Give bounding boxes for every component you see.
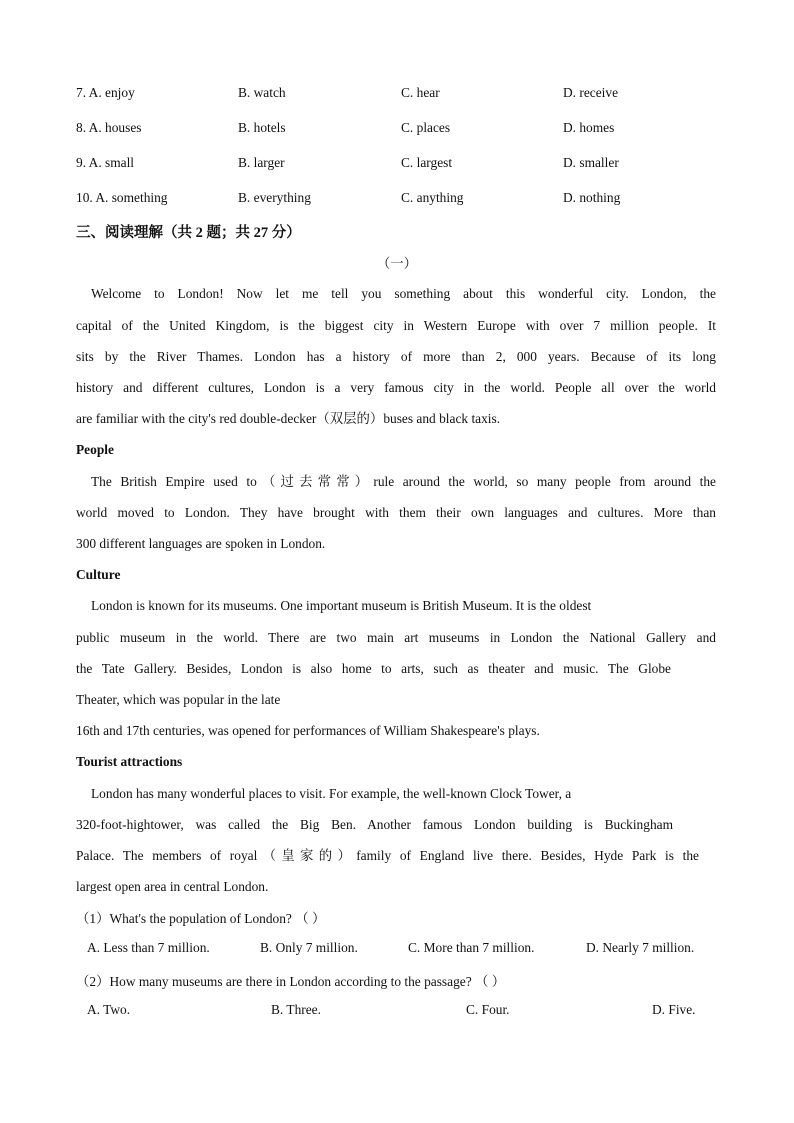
paragraph-line: Theater, which was popular in the late [76, 692, 281, 707]
paragraph-line: public museum in the world. There are two main art museums in London the National Gallery and [76, 630, 716, 645]
paragraph-line: The British Empire used to（过去常常）rule around the world, so many people from around the [91, 474, 716, 489]
question-1-option-c: C. More than 7 million. [408, 940, 535, 955]
option-row-8 [0, 120, 794, 140]
question-2-stem: （2）How many museums are there in London according to the passage? （ ） [76, 974, 506, 989]
heading-tourist-attractions: Tourist attractions [76, 754, 183, 769]
option-b: B. watch [238, 85, 286, 100]
paragraph-line: sits by the River Thames. London has a history of more than 2, 000 years. Because of its long [76, 349, 716, 364]
option-b: B. larger [238, 155, 285, 170]
paragraph-line: Welcome to London! Now let me tell you something about this wonderful city. London, the [91, 286, 716, 301]
paragraph-line: are familiar with the city's red double-decker（双层的）buses and black taxis. [76, 411, 501, 426]
question-2-option-a: A. Two. [87, 1002, 131, 1017]
paragraph-line: world moved to London. They have brought with them their own languages and cultures. More than [76, 505, 716, 520]
paragraph-line: London is known for its museums. One important museum is British Museum. It is the oldest [91, 598, 592, 613]
option-a: 8. A. houses [76, 120, 142, 135]
option-c: C. hear [401, 85, 440, 100]
paragraph-line: capital of the United Kingdom, is the biggest city in Western Europe with over 7 million people. It [76, 318, 716, 333]
option-d: D. receive [563, 85, 619, 100]
option-c: C. largest [401, 155, 453, 170]
question-1-stem: （1）What's the population of London? （ ） [76, 911, 326, 926]
option-d: D. nothing [563, 190, 621, 205]
paragraph-line: 300 different languages are spoken in London. [76, 536, 326, 551]
question-2-option-d: D. Five. [652, 1002, 696, 1017]
question-1-option-a: A. Less than 7 million. [87, 940, 210, 955]
option-c: C. anything [401, 190, 464, 205]
option-b: B. everything [238, 190, 311, 205]
paragraph-line: Palace. The members of royal（皇家的）family of England live there. Besides, Hyde Park is the [76, 848, 699, 863]
option-c: C. places [401, 120, 451, 135]
question-1-option-b: B. Only 7 million. [260, 940, 358, 955]
option-d: D. homes [563, 120, 615, 135]
option-b: B. hotels [238, 120, 286, 135]
question-2-option-b: B. Three. [271, 1002, 321, 1017]
section-title: 三、阅读理解（共 2 题；共 27 分） [76, 225, 301, 241]
paragraph-line: the Tate Gallery. Besides, London is also home to arts, such as theater and music. The Globe [76, 661, 671, 676]
option-row-7 [0, 85, 794, 105]
paragraph-line: London has many wonderful places to visit. For example, the well-known Clock Tower, a [91, 786, 572, 801]
option-a: 10. A. something [76, 190, 168, 205]
heading-culture: Culture [76, 567, 121, 582]
paragraph-line: 320-foot-hightower, was called the Big Ben. Another famous London building is Buckingham [76, 817, 673, 832]
option-d: D. smaller [563, 155, 619, 170]
question-1-option-d: D. Nearly 7 million. [586, 940, 695, 955]
option-row-9 [0, 155, 794, 175]
question-2-option-c: C. Four. [466, 1002, 510, 1017]
paragraph-line: 16th and 17th centuries, was opened for performances of William Shakespeare's plays. [76, 723, 540, 738]
passage-number: （一） [376, 256, 418, 271]
option-a: 7. A. enjoy [76, 85, 135, 100]
paragraph-line: largest open area in central London. [76, 879, 269, 894]
option-row-10 [0, 190, 794, 210]
paragraph-line: history and different cultures, London is a very famous city in the world. People all over the world [76, 380, 716, 395]
heading-people: People [76, 442, 114, 457]
option-a: 9. A. small [76, 155, 135, 170]
